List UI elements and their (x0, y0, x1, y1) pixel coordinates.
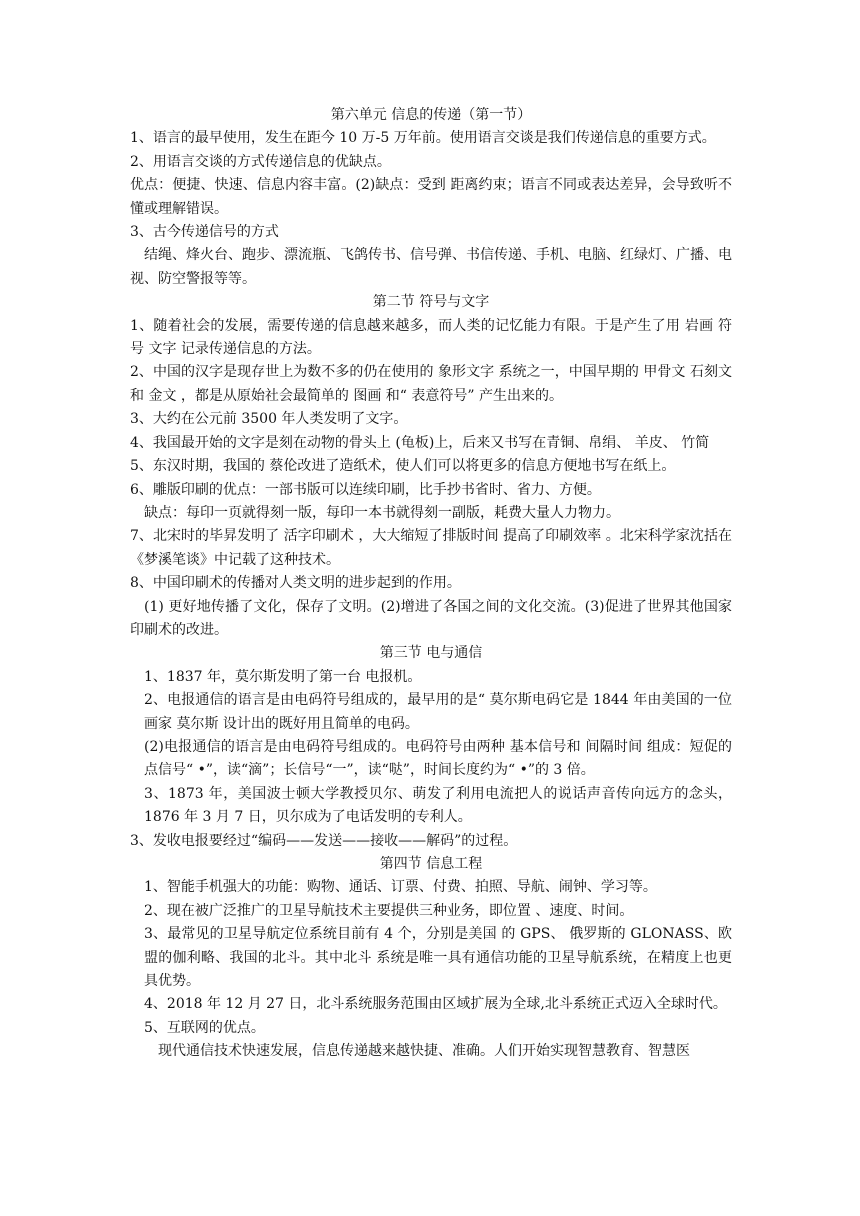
paragraph: 现代通信技术快速发展，信息传递越来越快捷、准确。人们开始实现智慧教育、智慧医 (158, 1043, 690, 1060)
paragraph: 2、中国的汉字是现存世上为数不多的仍在使用的 象形文字 系统之一，中国早期的 甲骨文 石刻文 和 金文 ，都是从原始社会最简单的 图画 和“ 表意符号” 产生出来的。 (130, 364, 732, 404)
paragraph: 3、发收电报要经过“编码——发送——接收——解码”的过程。 (130, 832, 518, 849)
paragraph: 5、互联网的优点。 (144, 1019, 265, 1036)
paragraph: 3、古今传递信号的方式 (130, 224, 279, 241)
paragraph: 结绳、烽火台、跑步、漂流瓶、飞鸽传书、信号弹、书信传递、手机、电脑、红绿灯、广播、电视、防空警报等等。 (130, 247, 732, 287)
document-body (130, 104, 732, 1064)
paragraph: 1、1837 年，莫尔斯发明了第一台 电报机。 (144, 668, 422, 685)
paragraph: 5、东汉时期，我国的 蔡伦改进了造纸术，使人们可以将更多的信息方便地书写在纸上。 (130, 458, 676, 475)
section-title: 第四节 信息工程 (379, 856, 483, 872)
paragraph: 6、雕版印刷的优点：一部书版可以连续印刷，比手抄书省时、省力、方便。 (130, 481, 601, 498)
unit-title: 第六单元 信息的传递（第一节） (330, 107, 532, 123)
paragraph: 2、电报通信的语言是由电码符号组成的，最早用的是“ 莫尔斯电码它是 1844 年由美国的一位画家 莫尔斯 设计出的既好用且简单的电码。 (144, 692, 732, 732)
paragraph: 8、中国印刷术的传播对人类文明的进步起到的作用。 (130, 575, 461, 592)
section-title: 第三节 电与通信 (379, 645, 483, 662)
paragraph: 缺点：每印一页就得刻一版，每印一本书就得刻一副版，耗费大量人力物力。 (144, 504, 620, 521)
paragraph: 3、1873 年，美国波士顿大学教授贝尔、萌发了利用电流把人的说话声音传向远方的念头，1876 年 3 月 7 日，贝尔成为了电话发明的专利人。 (144, 785, 732, 826)
paragraph: 4、2018 年 12 月 27 日，北斗系统服务范围由区域扩展为全球,北斗系统正式迈入全球时代。 (144, 996, 727, 1013)
paragraph: (2)电报通信的语言是由电码符号组成的。电码符号由两种 基本信号和 间隔时间 组成：短促的点信号“ •”，读“滴”；长信号“一”，读“哒”，时间长度约为“ •”的 3 倍。 (144, 738, 732, 779)
paragraph: 1、智能手机强大的功能：购物、通话、订票、付费、拍照、导航、闹钟、学习等。 (144, 879, 657, 896)
paragraph: (1) 更好地传播了文化，保存了文明。(2)增进了各国之间的文化交流。(3)促进了世界其他国家印刷术的改进。 (130, 598, 732, 638)
paragraph: 3、大约在公元前 3500 年人类发明了文字。 (130, 411, 408, 428)
paragraph: 3、最常见的卫星导航定位系统目前有 4 个，分别是美国 的 GPS、 俄罗斯的 GLONASS、欧盟的伽利略、我国的北斗。其中北斗 系统是唯一具有通信功能的卫星导航系统，在精度上也更具优势。 (144, 926, 732, 990)
paragraph: 优点：便捷、快速、信息内容丰富。(2)缺点：受到 距离约束；语言不同或表达差异，会导致听不懂或理解错误。 (130, 177, 732, 217)
paragraph: 1、随着社会的发展，需要传递的信息越来越多，而人类的记忆能力有限。于是产生了用 岩画 符号 文字 记录传递信息的方法。 (130, 317, 732, 358)
paragraph: 2、用语言交谈的方式传递信息的优缺点。 (130, 153, 391, 170)
paragraph: 4、我国最开始的文字是刻在动物的骨头上 (龟板)上，后来又书写在青铜、帛绢、 羊皮、 竹简 (130, 434, 710, 451)
paragraph: 2、现在被广泛推广的卫星导航技术主要提供三种业务，即位置 、速度、时间。 (144, 902, 634, 919)
paragraph: 1、语言的最早使用，发生在距今 10 万-5 万年前。使用语言交谈是我们传递信息的重要方式。 (130, 130, 716, 147)
section-title: 第二节 符号与文字 (372, 294, 490, 311)
paragraph: 7、北宋时的毕昇发明了 活字印刷术 ，大大缩短了排版时间 提高了印刷效率 。北宋科学家沈括在《梦溪笔谈》中记载了这种技术。 (130, 528, 732, 568)
